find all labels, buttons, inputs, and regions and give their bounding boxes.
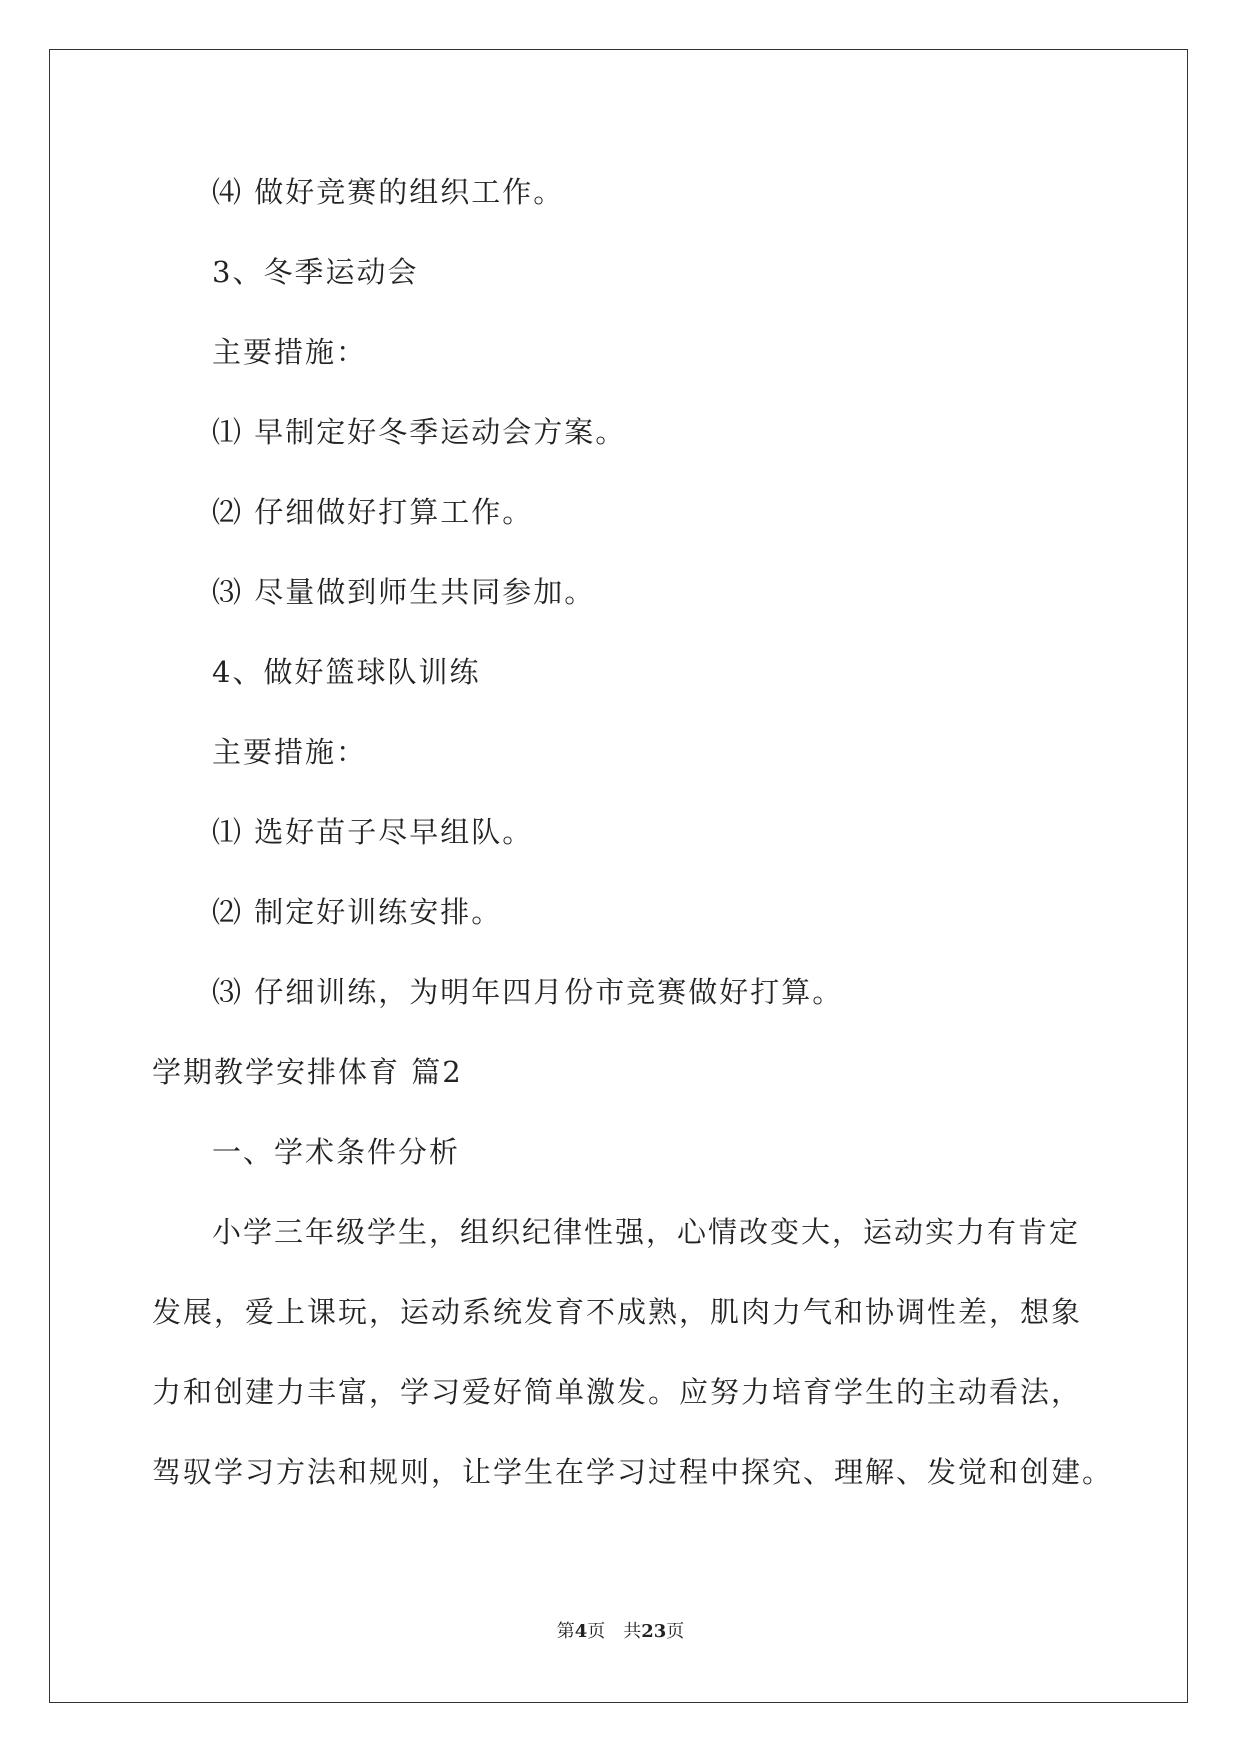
paragraph-line: 力和创建力丰富，学习爱好简单激发。应努力培育学生的主动看法， [152, 1375, 1083, 1409]
footer-total-suffix: 页 [666, 1621, 685, 1642]
section-heading: 一、学术条件分析 [212, 1135, 461, 1169]
paragraph-line: 发展，爱上课玩，运动系统发育不成熟，肌肉力气和协调性差，想象 [152, 1295, 1083, 1329]
list-item: ⑶ 尽量做到师生共同参加。 [212, 575, 596, 609]
list-item: ⑴ 选好苗子尽早组队。 [212, 815, 534, 849]
footer-page-number: 4 [574, 1621, 588, 1642]
paragraph-line: 驾驭学习方法和规则，让学生在学习过程中探究、理解、发觉和创建。 [152, 1455, 1114, 1489]
footer-total-prefix: 共 [623, 1621, 642, 1642]
page-footer [0, 1620, 1241, 1644]
list-item: ⑷ 做好竞赛的组织工作。 [212, 175, 565, 209]
footer-total-pages: 23 [641, 1621, 667, 1642]
list-item: ⑵ 制定好训练安排。 [212, 895, 503, 929]
section-heading: 3、冬季运动会 [212, 255, 419, 289]
footer-prefix: 第 [556, 1621, 575, 1642]
list-item: ⑶ 仔细训练，为明年四月份市竞赛做好打算。 [212, 975, 844, 1009]
subheading: 主要措施： [212, 335, 368, 369]
footer-page-suffix: 页 [587, 1621, 606, 1642]
list-item: ⑵ 仔细做好打算工作。 [212, 495, 534, 529]
paragraph-line: 小学三年级学生，组织纪律性强，心情改变大，运动实力有肯定 [212, 1215, 1081, 1249]
subheading: 主要措施： [212, 735, 368, 769]
section-heading: 4、做好篮球队训练 [212, 655, 481, 689]
list-item: ⑴ 早制定好冬季运动会方案。 [212, 415, 627, 449]
article-title: 学期教学安排体育 篇2 [152, 1055, 463, 1089]
